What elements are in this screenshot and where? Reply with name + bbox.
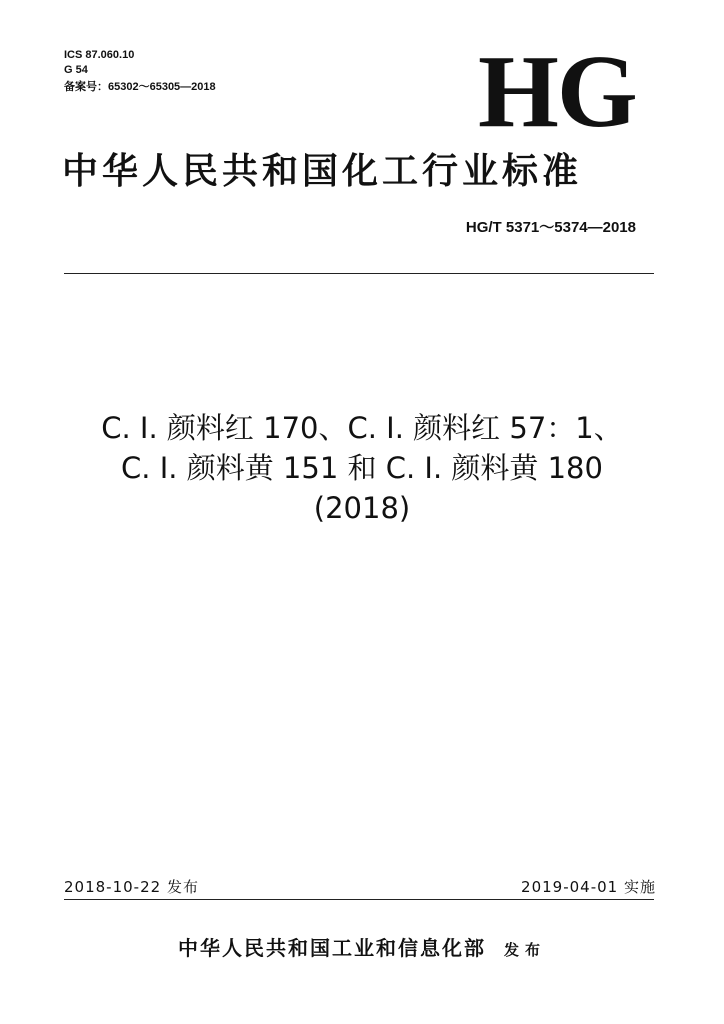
- publisher-line: [0, 932, 724, 961]
- standard-number: HG/T 5371～5374—2018: [465, 219, 636, 236]
- classification-code: G 54: [64, 64, 88, 76]
- document-title-line-2: C. I. 颜料黄 151 和 C. I. 颜料黄 180: [121, 451, 603, 485]
- issue-date: 2018-10-22 发布: [64, 878, 199, 896]
- filing-number: 备案号：65302～65305—2018: [64, 81, 216, 93]
- ics-code: ICS 87.060.10: [64, 49, 135, 61]
- document-title-year: (2018): [313, 491, 411, 525]
- effective-date: 2019-04-01 实施: [521, 878, 656, 896]
- top-divider: [64, 273, 654, 274]
- document-title-line-1: C. I. 颜料红 170、C. I. 颜料红 57：1、: [101, 411, 623, 445]
- publish-label: 发布: [503, 941, 546, 959]
- hg-logo: HG: [478, 34, 636, 149]
- standard-category-title: 中华人民共和国化工行业标准: [62, 151, 583, 192]
- bottom-divider: [64, 899, 654, 900]
- publisher-name: 中华人民共和国工业和信息化部: [177, 936, 486, 960]
